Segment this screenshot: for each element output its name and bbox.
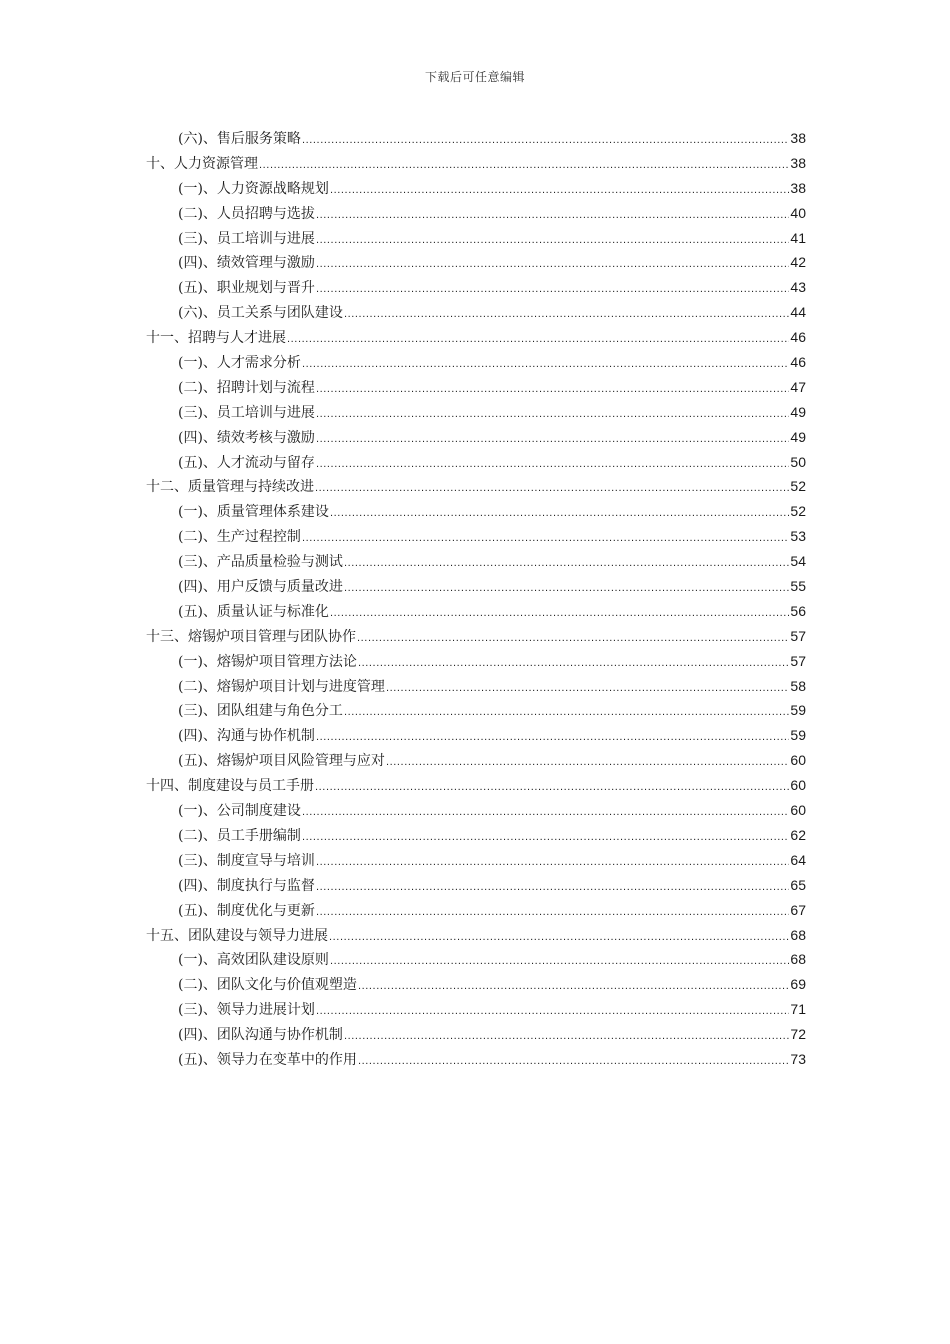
toc-dot-leader — [302, 352, 789, 377]
toc-page-number: 65 — [790, 876, 806, 893]
toc-page-number: 46 — [790, 329, 806, 346]
toc-entry-title: (六)、员工关系与团队建设 — [178, 305, 343, 322]
toc-entry-title: 十二、质量管理与持续改进 — [146, 479, 314, 496]
toc-page-number: 50 — [790, 453, 806, 470]
toc-page-number: 38 — [790, 130, 806, 146]
toc-dot-leader — [330, 501, 789, 526]
toc-dot-leader — [302, 526, 789, 551]
toc-page-number: 53 — [790, 528, 806, 545]
toc-entry-title: (四)、制度执行与监督 — [178, 877, 315, 894]
toc-dot-leader — [259, 153, 789, 178]
toc-section-entry[interactable] — [146, 176, 806, 201]
table-of-contents — [146, 126, 806, 1072]
toc-section-entry[interactable] — [146, 201, 806, 226]
toc-section-entry[interactable] — [146, 499, 806, 524]
toc-entry-title: (三)、产品质量检验与测试 — [178, 554, 343, 571]
toc-page-number: 60 — [790, 752, 806, 769]
toc-dot-leader — [315, 476, 789, 501]
toc-entry-title: 十三、熔锡炉项目管理与团队协作 — [146, 628, 356, 645]
toc-dot-leader — [316, 377, 789, 402]
toc-page-number: 43 — [790, 279, 806, 296]
toc-dot-leader — [316, 203, 789, 228]
toc-chapter-entry[interactable] — [146, 474, 806, 499]
toc-section-entry[interactable] — [146, 300, 806, 325]
toc-page-number: 71 — [790, 1001, 806, 1018]
toc-dot-leader — [302, 800, 789, 825]
toc-entry-title: (四)、用户反馈与质量改进 — [178, 579, 343, 596]
toc-dot-leader — [386, 676, 789, 701]
toc-entry-title: (二)、招聘计划与流程 — [178, 379, 315, 396]
toc-section-entry[interactable] — [146, 723, 806, 748]
toc-entry-title: 十一、招聘与人才进展 — [146, 330, 286, 347]
toc-page-number: 68 — [790, 951, 806, 968]
toc-section-entry[interactable] — [146, 126, 806, 151]
toc-page-number: 69 — [790, 976, 806, 993]
toc-dot-leader — [358, 974, 789, 999]
toc-entry-title: (五)、职业规划与晋升 — [178, 280, 315, 297]
toc-page-number: 68 — [790, 926, 806, 943]
toc-dot-leader — [316, 725, 789, 750]
toc-entry-title: (一)、人力资源战略规划 — [178, 180, 329, 197]
toc-page-number: 42 — [790, 254, 806, 271]
toc-dot-leader — [302, 128, 789, 153]
toc-section-entry[interactable] — [146, 350, 806, 375]
toc-entry-title: (二)、员工手册编制 — [178, 827, 301, 844]
toc-dot-leader — [329, 925, 789, 950]
toc-page-number: 58 — [790, 677, 806, 694]
toc-dot-leader — [330, 949, 789, 974]
toc-entry-title: (五)、质量认证与标准化 — [178, 603, 329, 620]
toc-entry-title: (四)、绩效管理与激励 — [178, 255, 315, 272]
toc-entry-title: (一)、公司制度建设 — [178, 803, 301, 820]
toc-entry-title: (一)、质量管理体系建设 — [178, 504, 329, 521]
toc-page-number: 57 — [790, 627, 806, 644]
page-header: 下载后可任意编辑 — [424, 70, 525, 84]
toc-page-number: 41 — [790, 229, 806, 246]
toc-entry-title: (三)、领导力进展计划 — [178, 1002, 315, 1019]
toc-page-number: 59 — [790, 702, 806, 719]
toc-dot-leader — [358, 1049, 789, 1074]
toc-page-number: 55 — [790, 578, 806, 595]
toc-page-number: 52 — [790, 503, 806, 520]
toc-entry-title: (二)、熔锡炉项目计划与进度管理 — [178, 678, 385, 695]
toc-entry-title: (五)、熔锡炉项目风险管理与应对 — [178, 753, 385, 770]
toc-entry-title: (二)、人员招聘与选拔 — [178, 205, 315, 222]
toc-dot-leader — [316, 427, 789, 452]
toc-section-entry[interactable] — [146, 972, 806, 997]
toc-page-number: 59 — [790, 727, 806, 744]
toc-section-entry[interactable] — [146, 997, 806, 1022]
toc-entry-title: (一)、熔锡炉项目管理方法论 — [178, 653, 357, 670]
toc-entry-title: (六)、售后服务策略 — [178, 131, 301, 147]
toc-entry-title: (五)、人才流动与留存 — [178, 454, 315, 471]
toc-section-entry[interactable] — [146, 1022, 806, 1047]
toc-entry-title: (三)、制度宣导与培训 — [178, 852, 315, 869]
toc-page-number: 60 — [790, 802, 806, 819]
toc-page-number: 38 — [790, 154, 806, 171]
toc-dot-leader — [344, 302, 789, 327]
toc-section-entry[interactable] — [146, 574, 806, 599]
toc-section-entry[interactable] — [146, 674, 806, 699]
toc-section-entry[interactable] — [146, 898, 806, 923]
toc-page-number: 72 — [790, 1026, 806, 1043]
toc-dot-leader — [316, 900, 789, 925]
toc-entry-title: (五)、领导力在变革中的作用 — [178, 1051, 357, 1068]
toc-section-entry[interactable] — [146, 275, 806, 300]
toc-dot-leader — [316, 252, 789, 277]
toc-section-entry[interactable] — [146, 450, 806, 475]
toc-section-entry[interactable] — [146, 425, 806, 450]
toc-dot-leader — [316, 402, 789, 427]
toc-chapter-entry[interactable] — [146, 923, 806, 948]
toc-dot-leader — [316, 452, 789, 477]
toc-dot-leader — [302, 825, 789, 850]
toc-section-entry[interactable] — [146, 599, 806, 624]
toc-page-number: 62 — [790, 826, 806, 843]
toc-dot-leader — [316, 228, 789, 253]
toc-section-entry[interactable] — [146, 226, 806, 251]
toc-section-entry[interactable] — [146, 250, 806, 275]
toc-entry-title: (四)、团队沟通与协作机制 — [178, 1027, 343, 1044]
toc-page-number: 67 — [790, 901, 806, 918]
toc-page-number: 54 — [790, 553, 806, 570]
toc-section-entry[interactable] — [146, 748, 806, 773]
toc-section-entry[interactable] — [146, 375, 806, 400]
toc-entry-title: (三)、团队组建与角色分工 — [178, 703, 343, 720]
toc-chapter-entry[interactable] — [146, 325, 806, 350]
toc-dot-leader — [316, 277, 789, 302]
toc-section-entry[interactable] — [146, 698, 806, 723]
toc-page-number: 56 — [790, 602, 806, 619]
toc-entry-title: (四)、绩效考核与激励 — [178, 429, 315, 446]
toc-entry-title: (五)、制度优化与更新 — [178, 902, 315, 919]
toc-dot-leader — [330, 178, 789, 203]
toc-entry-title: (四)、沟通与协作机制 — [178, 728, 315, 745]
toc-page-number: 57 — [790, 652, 806, 669]
toc-entry-title: (二)、生产过程控制 — [178, 529, 301, 546]
toc-page-number: 46 — [790, 354, 806, 371]
toc-page-number: 47 — [790, 378, 806, 395]
toc-page-number: 52 — [790, 478, 806, 495]
toc-section-entry[interactable] — [146, 549, 806, 574]
toc-entry-title: 十四、制度建设与员工手册 — [146, 778, 314, 795]
toc-section-entry[interactable] — [146, 947, 806, 972]
toc-dot-leader — [315, 775, 789, 800]
toc-dot-leader — [386, 750, 789, 775]
toc-dot-leader — [344, 576, 789, 601]
toc-chapter-entry[interactable] — [146, 151, 806, 176]
toc-page-number: 44 — [790, 304, 806, 321]
toc-dot-leader — [316, 850, 789, 875]
toc-chapter-entry[interactable] — [146, 773, 806, 798]
toc-page-number: 60 — [790, 777, 806, 794]
toc-entry-title: 十、人力资源管理 — [146, 155, 258, 172]
toc-entry-title: (一)、高效团队建设原则 — [178, 952, 329, 969]
toc-dot-leader — [344, 551, 789, 576]
toc-section-entry[interactable] — [146, 649, 806, 674]
toc-section-entry[interactable] — [146, 400, 806, 425]
toc-section-entry[interactable] — [146, 848, 806, 873]
toc-section-entry[interactable] — [146, 798, 806, 823]
toc-section-entry[interactable] — [146, 823, 806, 848]
toc-dot-leader — [344, 700, 789, 725]
toc-dot-leader — [316, 999, 789, 1024]
toc-page-number: 38 — [790, 179, 806, 196]
toc-page-number: 64 — [790, 851, 806, 868]
toc-dot-leader — [287, 327, 789, 352]
toc-section-entry[interactable] — [146, 1047, 806, 1072]
toc-dot-leader — [344, 1024, 789, 1049]
toc-entry-title: (三)、员工培训与进展 — [178, 404, 315, 421]
toc-page-number: 49 — [790, 428, 806, 445]
toc-entry-title: 十五、团队建设与领导力进展 — [146, 927, 328, 944]
toc-dot-leader — [357, 626, 789, 651]
toc-entry-title: (三)、员工培训与进展 — [178, 230, 315, 247]
toc-page-number: 73 — [790, 1050, 806, 1067]
toc-entry-title: (二)、团队文化与价值观塑造 — [178, 977, 357, 994]
toc-page-number: 40 — [790, 204, 806, 221]
toc-page-number: 49 — [790, 403, 806, 420]
toc-dot-leader — [358, 651, 789, 676]
toc-section-entry[interactable] — [146, 524, 806, 549]
toc-entry-title: (一)、人才需求分析 — [178, 355, 301, 372]
toc-dot-leader — [316, 875, 789, 900]
toc-section-entry[interactable] — [146, 873, 806, 898]
toc-dot-leader — [330, 601, 789, 626]
toc-chapter-entry[interactable] — [146, 624, 806, 649]
